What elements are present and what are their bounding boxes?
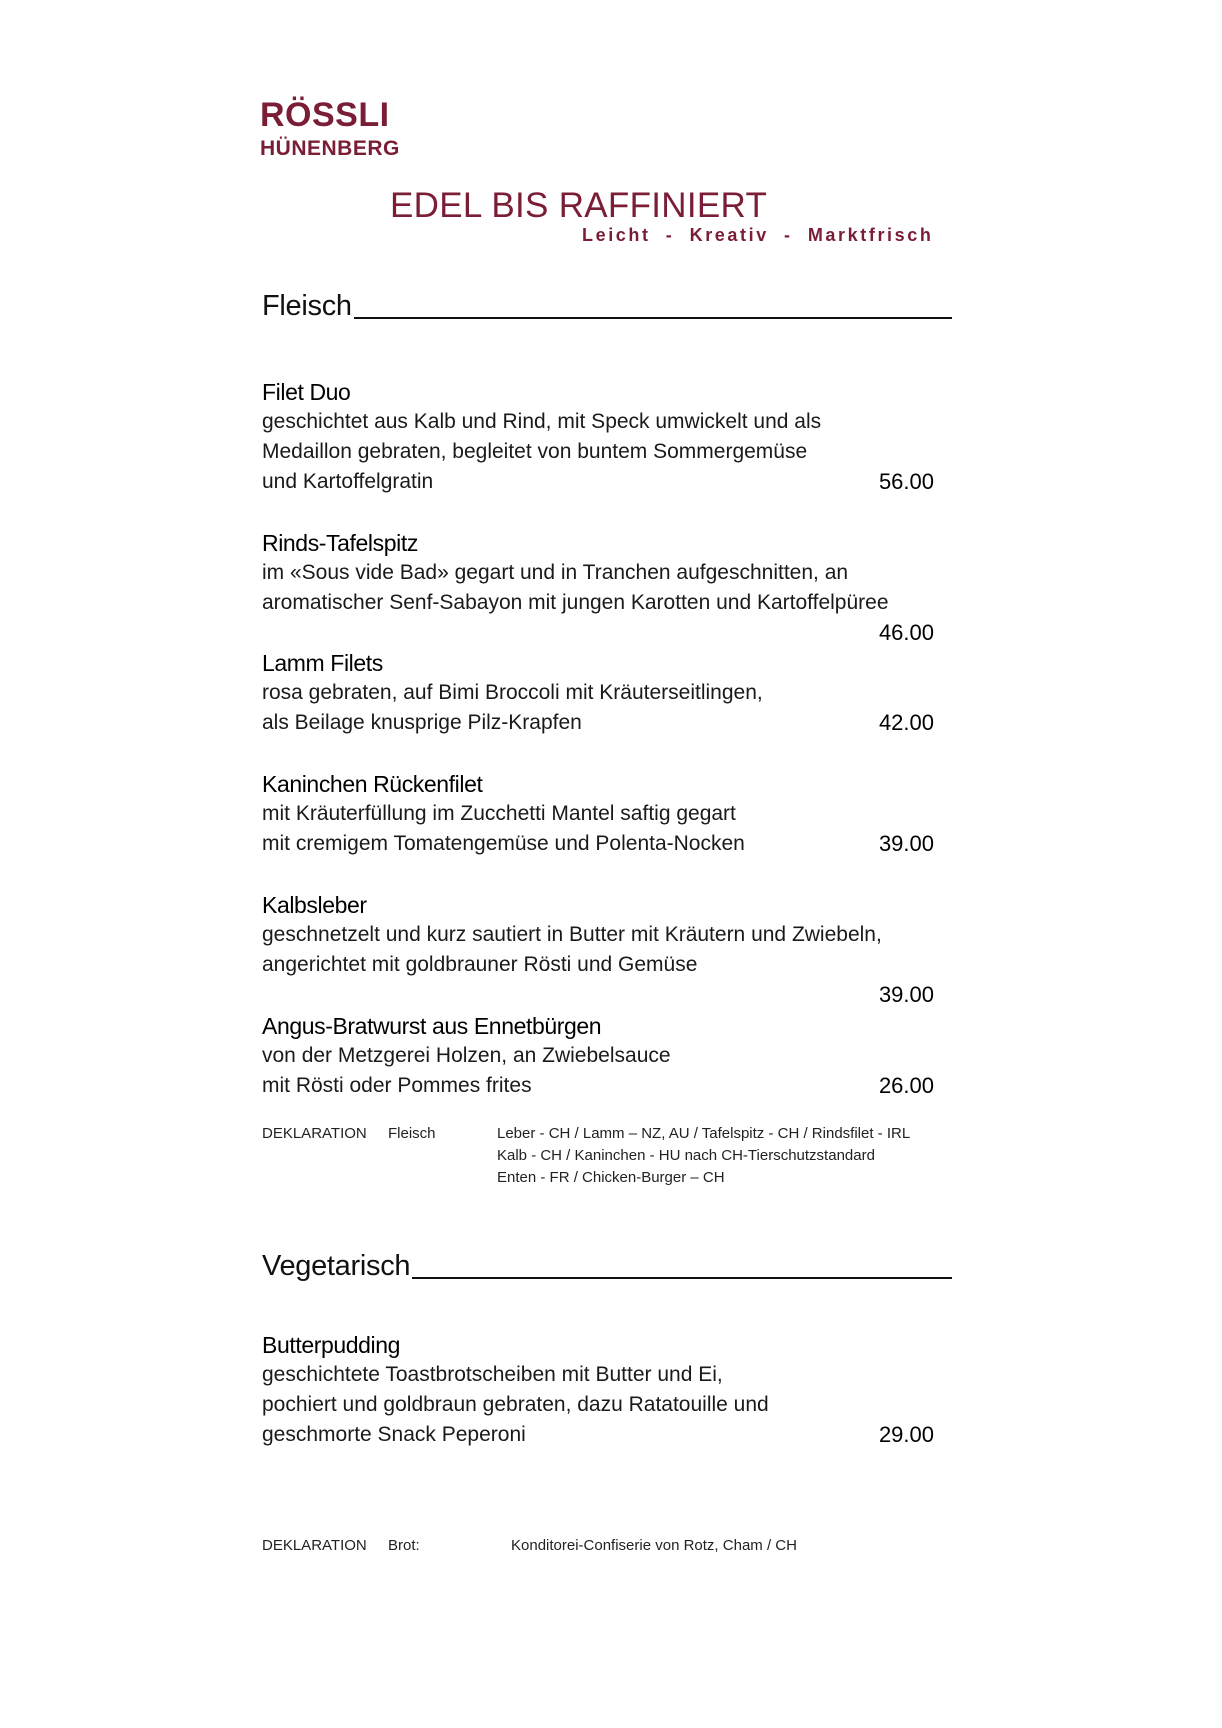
dish-angus-bratwurst	[262, 1011, 934, 1101]
dish-filet-duo	[262, 377, 934, 497]
declaration-category: Brot:	[388, 1537, 420, 1554]
description-line: als Beilage knusprige Pilz-Krapfen	[262, 711, 582, 734]
declaration-line: Kalb - CH / Kaninchen - HU nach CH-Tierschutzstandard	[497, 1147, 875, 1164]
declaration-line: Enten - FR / Chicken-Burger – CH	[497, 1169, 725, 1186]
description-line: mit Rösti oder Pommes frites	[262, 1074, 532, 1097]
logo-name: RÖSSLI	[260, 96, 390, 134]
description-line: geschmorte Snack Peperoni	[262, 1423, 526, 1446]
description-line: geschichtete Toastbrotscheiben mit Butter und Ei,	[262, 1363, 723, 1386]
menu-subtitle: Leicht - Kreativ - Marktfrisch	[582, 225, 934, 245]
dish-name: Angus-Bratwurst aus Ennetbürgen	[262, 1013, 602, 1039]
section-heading-fleisch	[262, 292, 952, 321]
dish-name: Filet Duo	[262, 379, 351, 405]
declaration-category: Fleisch	[388, 1125, 436, 1142]
section-heading-vegetarisch	[262, 1252, 952, 1281]
dish-price: 39.00	[878, 831, 934, 856]
description-line: von der Metzgerei Holzen, an Zwiebelsauce	[262, 1044, 671, 1067]
dish-name: Kalbsleber	[262, 892, 367, 918]
dish-description	[262, 1360, 934, 1450]
dish-description	[262, 407, 934, 497]
dish-name: Lamm Filets	[262, 650, 383, 676]
dish-price: 56.00	[878, 469, 934, 494]
description-line: mit cremigem Tomatengemüse und Polenta-Nocken	[262, 832, 745, 855]
description-line: pochiert und goldbraun gebraten, dazu Ratatouille und	[262, 1393, 769, 1416]
description-line: Medaillon gebraten, begleitet von buntem Sommergemüse	[262, 440, 808, 463]
dish-name: Rinds-Tafelspitz	[262, 530, 418, 556]
heading-rule	[354, 317, 952, 319]
declaration-origins	[497, 1123, 910, 1189]
description-line: im «Sous vide Bad» gegart und in Tranchen aufgeschnitten, an	[262, 561, 849, 584]
dish-kalbsleber	[262, 890, 934, 1007]
dish-description	[262, 558, 934, 645]
dish-name: Butterpudding	[262, 1332, 401, 1358]
dish-price: 39.00	[878, 982, 934, 1007]
section-title: Vegetarisch	[262, 1250, 411, 1282]
declaration-line: Leber - CH / Lamm – NZ, AU / Tafelspitz - CH / Rindsfilet - IRL	[497, 1125, 911, 1142]
description-line: mit Kräuterfüllung im Zucchetti Mantel saftig gegart	[262, 802, 736, 825]
description-line: angerichtet mit goldbrauner Rösti und Gemüse	[262, 953, 698, 976]
description-line: geschichtet aus Kalb und Rind, mit Speck umwickelt und als	[262, 410, 822, 433]
logo-location: HÜNENBERG	[260, 137, 400, 160]
declaration-origins	[511, 1535, 797, 1557]
dish-rinds-tafelspitz	[262, 528, 934, 645]
dish-price: 42.00	[878, 710, 934, 735]
dish-price: 29.00	[878, 1422, 934, 1447]
dish-lamm-filets	[262, 648, 934, 738]
dish-kaninchen-rueckenfilet	[262, 769, 934, 859]
dish-description	[262, 920, 934, 1007]
declaration-label: DEKLARATION	[262, 1125, 367, 1142]
dish-description	[262, 1041, 934, 1101]
description-line: rosa gebraten, auf Bimi Broccoli mit Kräuterseitlingen,	[262, 681, 763, 704]
declaration-label: DEKLARATION	[262, 1537, 367, 1554]
dish-description	[262, 678, 934, 738]
dish-butterpudding	[262, 1330, 934, 1450]
dish-price: 46.00	[878, 620, 934, 645]
declaration-line: Konditorei-Confiserie von Rotz, Cham / CH	[511, 1537, 797, 1554]
description-line: geschnetzelt und kurz sautiert in Butter mit Kräutern und Zwiebeln,	[262, 923, 882, 946]
heading-rule	[412, 1277, 952, 1279]
description-line: aromatischer Senf-Sabayon mit jungen Karotten und Kartoffelpüree	[262, 591, 889, 614]
menu-title: EDEL BIS RAFFINIERT	[390, 186, 768, 225]
dish-price: 26.00	[878, 1073, 934, 1098]
dish-description	[262, 799, 934, 859]
description-line: und Kartoffelgratin	[262, 470, 434, 493]
dish-name: Kaninchen Rückenfilet	[262, 771, 483, 797]
section-title: Fleisch	[262, 290, 352, 322]
